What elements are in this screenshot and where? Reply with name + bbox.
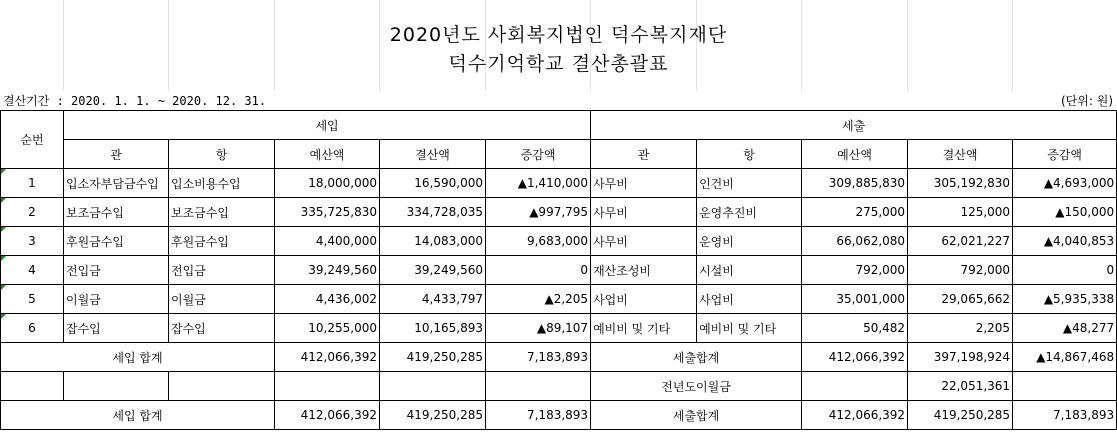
income-settled[interactable]: 10,165,893 — [380, 314, 486, 343]
income-budget[interactable]: 4,400,000 — [275, 227, 380, 256]
empty-cell[interactable] — [1, 372, 64, 401]
table-row — [1, 285, 1117, 314]
expense-gwan[interactable]: 재산조성비 — [591, 256, 697, 285]
header-ex-hang[interactable]: 항 — [697, 140, 802, 169]
table-row — [1, 256, 1117, 285]
income-hang[interactable]: 보조금수입 — [169, 198, 275, 227]
income-hang[interactable]: 이월금 — [169, 285, 275, 314]
expense-total-diff[interactable]: ▲14,867,468 — [1013, 343, 1117, 372]
income-gwan[interactable]: 후원금수입 — [64, 227, 169, 256]
income-settled[interactable]: 4,433,797 — [380, 285, 486, 314]
income-gwan[interactable]: 이월금 — [64, 285, 169, 314]
header-ex-gwan[interactable]: 관 — [591, 140, 697, 169]
header-ex-budget[interactable]: 예산액 — [802, 140, 908, 169]
income-diff[interactable]: ▲1,410,000 — [486, 169, 591, 198]
row-no[interactable]: 6 — [1, 314, 64, 343]
income-grand-total-label[interactable]: 세입 합계 — [1, 401, 275, 430]
header-in-settled[interactable]: 결산액 — [380, 140, 486, 169]
expense-gwan[interactable]: 사업비 — [591, 285, 697, 314]
carryover-row — [1, 372, 1117, 401]
expense-diff[interactable]: ▲48,277 — [1013, 314, 1117, 343]
income-grand-total-budget[interactable]: 412,066,392 — [275, 401, 380, 430]
empty-cell[interactable] — [275, 372, 380, 401]
income-total-budget[interactable]: 412,066,392 — [275, 343, 380, 372]
income-total-label[interactable]: 세입 합계 — [1, 343, 275, 372]
unit-label: (단위: 원) — [1061, 94, 1113, 108]
row-no[interactable]: 1 — [1, 169, 64, 198]
income-budget[interactable]: 335,725,830 — [275, 198, 380, 227]
expense-diff[interactable]: 0 — [1013, 256, 1117, 285]
header-in-diff[interactable]: 증감액 — [486, 140, 591, 169]
income-grand-total-settled[interactable]: 419,250,285 — [380, 401, 486, 430]
income-diff[interactable]: 0 — [486, 256, 591, 285]
expense-budget[interactable]: 66,062,080 — [802, 227, 908, 256]
row-no[interactable]: 5 — [1, 285, 64, 314]
expense-grand-total-label[interactable]: 세출합계 — [591, 401, 802, 430]
expense-hang[interactable]: 사업비 — [697, 285, 802, 314]
header-ex-settled[interactable]: 결산액 — [908, 140, 1013, 169]
header-no[interactable]: 순번 — [1, 111, 64, 169]
empty-cell[interactable] — [64, 372, 169, 401]
report-title-line2: 덕수기억학교 결산총괄표 — [448, 53, 669, 75]
expense-total-label[interactable]: 세출합계 — [591, 343, 802, 372]
income-diff[interactable]: ▲2,205 — [486, 285, 591, 314]
expense-budget[interactable]: 50,482 — [802, 314, 908, 343]
header-in-hang[interactable]: 항 — [169, 140, 275, 169]
expense-gwan[interactable]: 사무비 — [591, 169, 697, 198]
income-hang[interactable]: 후원금수입 — [169, 227, 275, 256]
income-gwan[interactable]: 전입금 — [64, 256, 169, 285]
income-settled[interactable]: 39,249,560 — [380, 256, 486, 285]
subtotal-row — [1, 343, 1117, 372]
empty-cell[interactable] — [169, 372, 275, 401]
table-row — [1, 198, 1117, 227]
expense-grand-total-budget[interactable]: 412,066,392 — [802, 401, 908, 430]
income-gwan[interactable]: 입소자부담금수입 — [64, 169, 169, 198]
empty-cell[interactable] — [1013, 372, 1117, 401]
header-ex-diff[interactable]: 증감액 — [1013, 140, 1117, 169]
expense-budget[interactable]: 275,000 — [802, 198, 908, 227]
header-expense[interactable]: 세출 — [591, 111, 1117, 140]
grand-total-row — [1, 401, 1117, 430]
income-settled[interactable]: 334,728,035 — [380, 198, 486, 227]
report-title-line1: 2020년도 사회복지법인 덕수복지재단 — [389, 24, 728, 46]
expense-budget[interactable]: 309,885,830 — [802, 169, 908, 198]
expense-diff[interactable]: ▲4,693,000 — [1013, 169, 1117, 198]
expense-total-budget[interactable]: 412,066,392 — [802, 343, 908, 372]
row-no[interactable]: 3 — [1, 227, 64, 256]
income-settled[interactable]: 14,083,000 — [380, 227, 486, 256]
settlement-table — [0, 110, 1117, 430]
header-row-1 — [1, 111, 1117, 140]
row-no[interactable]: 2 — [1, 198, 64, 227]
income-hang[interactable]: 잡수입 — [169, 314, 275, 343]
expense-hang[interactable]: 운영추진비 — [697, 198, 802, 227]
table-row — [1, 227, 1117, 256]
carryover-settled[interactable]: 22,051,361 — [908, 372, 1013, 401]
expense-settled[interactable]: 62,021,227 — [908, 227, 1013, 256]
expense-gwan[interactable]: 예비비 및 기타 — [591, 314, 697, 343]
empty-cell[interactable] — [486, 372, 591, 401]
expense-budget[interactable]: 792,000 — [802, 256, 908, 285]
expense-diff[interactable]: ▲150,000 — [1013, 198, 1117, 227]
expense-hang[interactable]: 운영비 — [697, 227, 802, 256]
expense-settled[interactable]: 2,205 — [908, 314, 1013, 343]
income-gwan[interactable]: 잡수입 — [64, 314, 169, 343]
expense-settled[interactable]: 29,065,662 — [908, 285, 1013, 314]
expense-settled[interactable]: 125,000 — [908, 198, 1013, 227]
expense-gwan[interactable]: 사무비 — [591, 227, 697, 256]
settlement-period: 결산기간 : 2020. 1. 1. ~ 2020. 12. 31. — [3, 94, 267, 108]
income-diff[interactable]: ▲997,795 — [486, 198, 591, 227]
header-in-budget[interactable]: 예산액 — [275, 140, 380, 169]
expense-hang[interactable]: 인건비 — [697, 169, 802, 198]
empty-cell[interactable] — [380, 372, 486, 401]
income-total-settled[interactable]: 419,250,285 — [380, 343, 486, 372]
expense-total-settled[interactable]: 397,198,924 — [908, 343, 1013, 372]
table-row — [1, 314, 1117, 343]
income-budget[interactable]: 18,000,000 — [275, 169, 380, 198]
income-budget[interactable]: 4,436,002 — [275, 285, 380, 314]
income-budget[interactable]: 39,249,560 — [275, 256, 380, 285]
carryover-label[interactable]: 전년도이월금 — [591, 372, 802, 401]
expense-gwan[interactable]: 사무비 — [591, 198, 697, 227]
expense-grand-total-diff[interactable]: 7,183,893 — [1013, 401, 1117, 430]
income-hang[interactable]: 입소비용수입 — [169, 169, 275, 198]
expense-grand-total-settled[interactable]: 419,250,285 — [908, 401, 1013, 430]
table-row — [1, 169, 1117, 198]
income-diff[interactable]: ▲89,107 — [486, 314, 591, 343]
income-gwan[interactable]: 보조금수입 — [64, 198, 169, 227]
expense-diff[interactable]: ▲5,935,338 — [1013, 285, 1117, 314]
income-total-diff[interactable]: 7,183,893 — [486, 343, 591, 372]
header-in-gwan[interactable]: 관 — [64, 140, 169, 169]
expense-budget[interactable]: 35,001,000 — [802, 285, 908, 314]
expense-settled[interactable]: 305,192,830 — [908, 169, 1013, 198]
expense-diff[interactable]: ▲4,040,853 — [1013, 227, 1117, 256]
header-income[interactable]: 세입 — [64, 111, 591, 140]
expense-hang[interactable]: 예비비 및 기타 — [697, 314, 802, 343]
income-budget[interactable]: 10,255,000 — [275, 314, 380, 343]
expense-hang[interactable]: 시설비 — [697, 256, 802, 285]
income-settled[interactable]: 16,590,000 — [380, 169, 486, 198]
header-row-2 — [1, 140, 1117, 169]
empty-cell[interactable] — [802, 372, 908, 401]
expense-settled[interactable]: 792,000 — [908, 256, 1013, 285]
income-diff[interactable]: 9,683,000 — [486, 227, 591, 256]
income-grand-total-diff[interactable]: 7,183,893 — [486, 401, 591, 430]
row-no[interactable]: 4 — [1, 256, 64, 285]
income-hang[interactable]: 전입금 — [169, 256, 275, 285]
